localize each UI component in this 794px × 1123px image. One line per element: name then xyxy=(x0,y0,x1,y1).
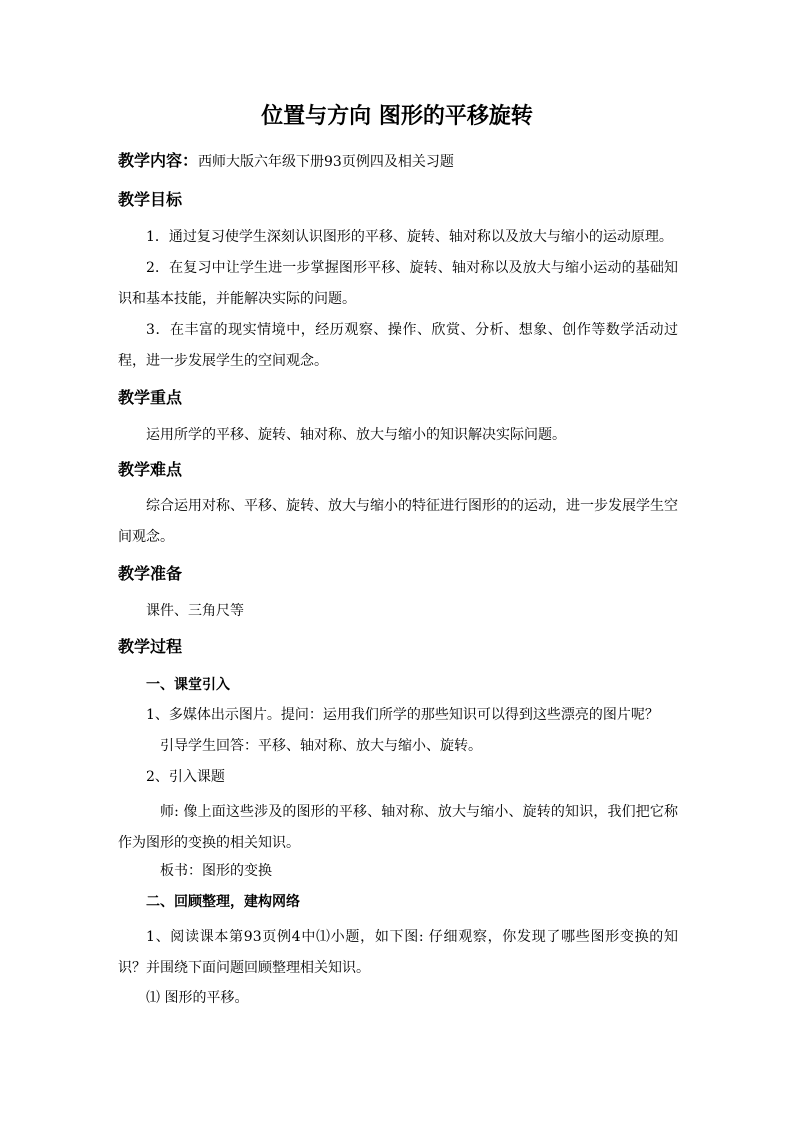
goal-item-3: 3．在丰富的现实情境中，经历观察、操作、欣赏、分析、想象、创作等数学活动过程，进一步发展学生的空间观念。 xyxy=(118,322,678,369)
section-1-item-1: 1、多媒体出示图片。提问：运用我们所学的那些知识可以得到这些漂亮的图片呢？ xyxy=(146,707,659,723)
goal-item-2: 2．在复习中让学生进一步掌握图形平移、旋转、轴对称以及放大与缩小运动的基础知识和基本技能，并能解决实际的问题。 xyxy=(118,260,678,307)
teaching-content-line xyxy=(118,150,454,173)
section-1-item-1-answer: 引导学生回答：平移、轴对称、放大与缩小、旋转。 xyxy=(160,738,482,754)
difficulties-heading: 教学难点 xyxy=(118,460,183,479)
document-title: 位置与方向 图形的平移旋转 xyxy=(261,104,533,129)
preparation-heading: 教学准备 xyxy=(118,564,183,583)
teaching-content-label: 教学内容： xyxy=(118,151,199,170)
process-heading: 教学过程 xyxy=(118,637,183,656)
section-1-item-2: 2、引入课题 xyxy=(146,769,225,785)
key-points-text: 运用所学的平移、旋转、轴对称、放大与缩小的知识解决实际问题。 xyxy=(146,427,566,443)
goal-item-1: 1．通过复习使学生深刻认识图形的平移、旋转、轴对称以及放大与缩小的运动原理。 xyxy=(146,229,673,245)
goals-heading: 教学目标 xyxy=(118,190,183,209)
teaching-content-text: 西师大版六年级下册93页例四及相关习题 xyxy=(198,154,454,170)
section-2-item-1: 1、阅读课本第93页例4中⑴小题，如下图: 仔细观察，你发现了哪些图形变换的知识？并围绕下面问题回顾整理相关知识。 xyxy=(118,929,678,976)
preparation-text: 课件、三角尺等 xyxy=(146,603,244,619)
section-1-heading: 一、课堂引入 xyxy=(146,677,230,693)
difficulties-text: 综合运用对称、平移、旋转、放大与缩小的特征进行图形的的运动，进一步发展学生空间观念。 xyxy=(118,498,678,545)
section-2-heading: 二、回顾整理，建构网络 xyxy=(146,894,300,910)
key-points-heading: 教学重点 xyxy=(118,388,183,407)
section-1-board-text: 板书：图形的变换 xyxy=(160,863,272,879)
section-1-teacher-text: 师: 像上面这些涉及的图形的平移、轴对称、放大与缩小、旋转的知识，我们把它称作为图形的变换的相关知识。 xyxy=(118,804,678,851)
section-2-sub-1: ⑴ 图形的平移。 xyxy=(146,990,249,1006)
